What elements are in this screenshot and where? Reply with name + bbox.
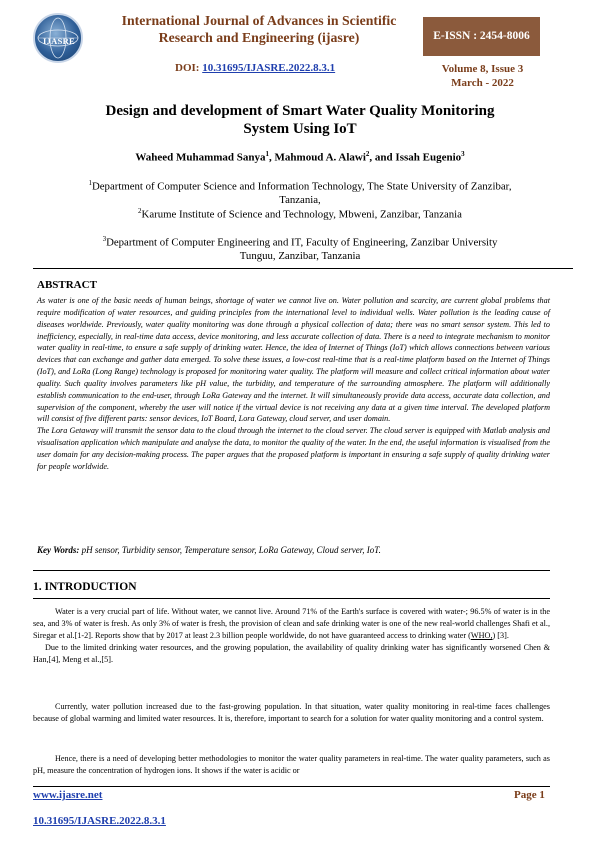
author-sup: 3 (461, 150, 465, 158)
volume-info (430, 62, 535, 90)
doi-label: DOI: (175, 62, 203, 74)
doi-link[interactable]: 10.31695/IJASRE.2022.8.3.1 (202, 62, 336, 74)
footer-divider (33, 786, 550, 787)
issn-badge: E-ISSN : 2454-8006 (423, 17, 540, 56)
abstract-paragraph: As water is one of the basic needs of human beings, shortage of water we cannot live on. Water pollution and scarcity, are current global problems that require modification of water resources, and guiding principles from the international level to individual wells. Water pollution is the leading cause of diseases worldwide. Previously, water quality monitoring was done through a physical collection of data; there was no smart sensor system. This led to inefficiency, especially, in real-time data access, device monitoring, and less accurate collection of data. There is a need to integrate mechanism to monitor water quality in real-time, to ensure a safe supply of drinking water. Hence, the idea of Internet of Things (IoT) which allows connections between various devices that can exchange and gather data emerged. To solve these issues, a low-cost real-time that is a real-time platform based on the Internet of Things (IoT), and LoRa (Long Range) technology is proposed for monitoring water quality. The platform will measure and collect critical information about water quality. Such quality involves parameters like pH value, the turbidity, and temperature of the surrounding atmosphere. The platform will additionally establish communication to the end-user, through LoRa Gateway and the internet. It will simultaneously provide data access, accurate data collection, and supervision of the component, whereby the user will notice if the virtual device is not receiving any data at a given time interval. The developed platform will consist of five different parts: sensor devices, IoT Board, Lora Gateway, cloud server, and user domain. (37, 296, 550, 424)
abstract-heading: ABSTRACT (37, 279, 97, 291)
author-name: Mahmoud A. Alawi (274, 151, 366, 164)
intro-paragraph-3 (33, 701, 550, 725)
author-sup: 2 (365, 150, 370, 158)
divider (33, 598, 550, 599)
journal-title (100, 12, 418, 46)
paper-title-line2: System Using IoT (243, 121, 357, 137)
page-number: Page 1 (514, 789, 545, 801)
journal-title-line1: International Journal of Advances in Scientific (121, 13, 397, 28)
author-sup: 1 (265, 150, 270, 158)
keywords (37, 545, 550, 555)
affiliation-3 (40, 233, 560, 264)
intro-paragraph-1 (33, 606, 550, 666)
intro-paragraph-4 (33, 753, 550, 777)
keywords-list: pH sensor, Turbidity sensor, Temperature sensor, LoRa Gateway, Cloud server, IoT. (79, 545, 381, 555)
abstract-body (37, 295, 550, 473)
logo-text: IJASRE (42, 36, 76, 46)
citation-link[interactable]: WHO, (470, 630, 493, 640)
affiliation-2 (40, 205, 560, 222)
affil-line: Department of Computer Engineering and IT, Faculty of Engineering, Zanzibar University (106, 236, 498, 249)
body-text: Water is a very crucial part of life. Without water, we cannot live. Around 71% of the Earth's surface is covered with water-; 96.5% of water is in the sea, and 3% of water is fresh. As only 3% of water is fresh, the provision of clean and safe drinking water is one of the new real-world challenges Shafi et al., Siregar et al.[1-2]. Reports show that by 2017 at least 2.3 billion people worldwide, do not have guaranteed access to drinking water ( (33, 607, 550, 640)
doi-header (175, 62, 335, 74)
affil-line: Tunguu, Zanzibar, Tanzania (239, 250, 361, 263)
section-heading: 1. INTRODUCTION (33, 581, 137, 593)
author-sep: , (269, 151, 275, 164)
journal-title-line2: Research and Engineering (ijasre) (158, 30, 360, 45)
affil-line: Tanzania, (279, 194, 321, 207)
author-sep: , and (369, 151, 396, 164)
divider (33, 570, 550, 571)
author-name: Issah Eugenio (395, 151, 462, 164)
divider (33, 268, 573, 269)
affiliation-1 (40, 177, 560, 208)
body-text: ) [3]. (492, 630, 509, 640)
paper-title-line1: Design and development of Smart Water Quality Monitoring (105, 103, 495, 119)
body-text: Due to the limited drinking water resources, and the growing population, the availability of quality drinking water has significantly worsened Chen & Han,[4], Meng et al.,[5]. (33, 642, 550, 664)
author-list (40, 150, 560, 164)
affil-line: Department of Computer Science and Information Technology, The State University of Zanzibar, (91, 180, 512, 193)
abstract-paragraph: The Lora Getaway will transmit the sensor data to the cloud through the internet to the cloud server. The cloud server is equipped with Matlab analysis and visualisation application which manipulate and analyse the data, to monitor the quality of the water. In the end, the useful information is visualised from the user domain for any decision-making process. The paper argues that the proposed platform is important in ensuring a safe supply of quality drinking water for people worldwide. (37, 426, 550, 471)
affil-sup: 1 (88, 179, 92, 187)
author-name: Waheed Muhammad Sanya (135, 151, 266, 164)
paper-title (40, 102, 560, 138)
footer-doi-link[interactable]: 10.31695/IJASRE.2022.8.3.1 (33, 815, 166, 827)
body-text: Hence, there is a need of developing better methodologies to monitor the water quality parameters in real-time. The water quality parameters, such as pH, measure the concentration of hydrogen ions. It shows if the water is acidic or (33, 754, 550, 775)
affil-sup: 2 (138, 207, 142, 215)
affil-line: Karume Institute of Science and Technology, Mbweni, Zanzibar, Tanzania (141, 208, 462, 221)
affil-sup: 3 (102, 235, 107, 243)
keywords-label: Key Words: (37, 545, 80, 555)
volume-issue: Volume 8, Issue 3 (441, 63, 524, 75)
body-text: Currently, water pollution increased due to the fast-growing population. In that situation, water quality monitoring in real-time faces challenges because of global warming and limited water resources. It is, therefore, important to search for a solution for water quality monitoring and a control system. (33, 702, 550, 723)
issue-date: March - 2022 (451, 77, 514, 89)
footer-website-link[interactable]: www.ijasre.net (33, 789, 103, 801)
